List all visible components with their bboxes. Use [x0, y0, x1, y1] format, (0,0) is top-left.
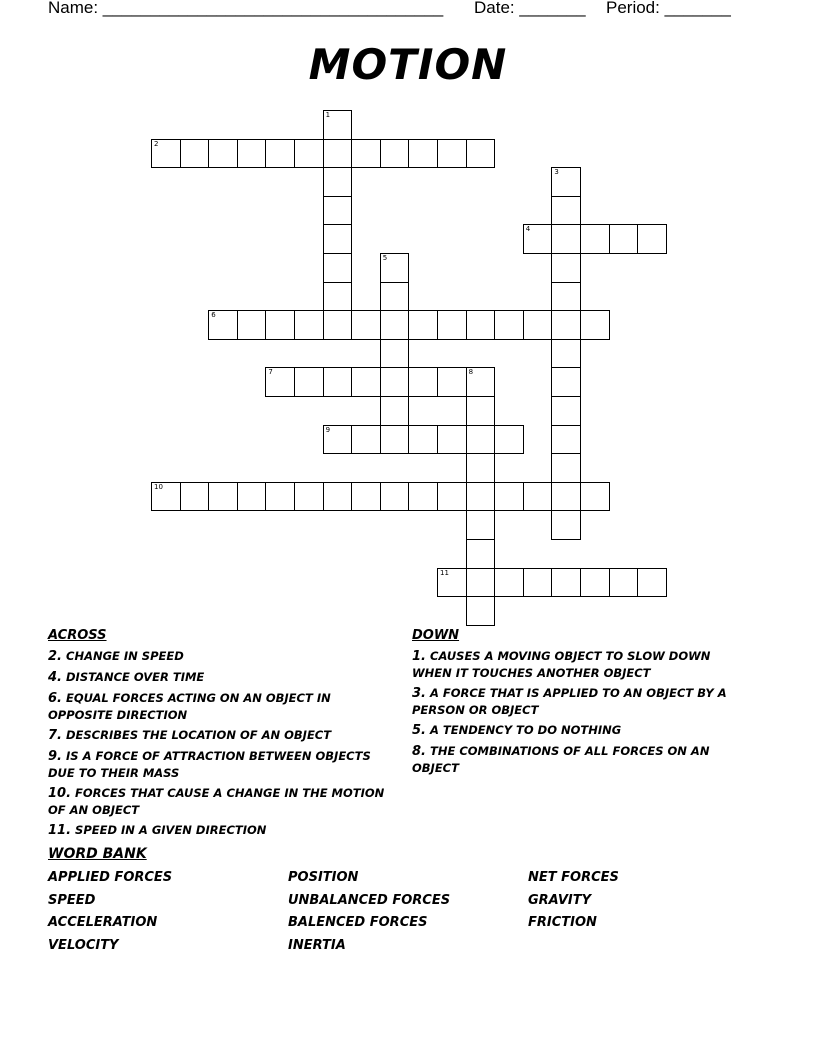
grid-cell[interactable] — [323, 367, 353, 397]
grid-cell[interactable] — [408, 425, 438, 455]
grid-cell[interactable] — [494, 425, 524, 455]
period-field[interactable]: Period: _______ — [606, 0, 731, 17]
grid-cell[interactable] — [294, 310, 324, 340]
grid-cell[interactable] — [351, 482, 381, 512]
grid-cell[interactable] — [237, 482, 267, 512]
grid-cell[interactable] — [466, 539, 496, 569]
grid-cell[interactable] — [380, 139, 410, 169]
grid-cell[interactable] — [551, 568, 581, 598]
across-clue: 10. FORCES THAT CAUSE A CHANGE IN THE MOTION OF AN OBJECT — [48, 786, 385, 817]
grid-cell[interactable] — [180, 482, 210, 512]
grid-cell[interactable] — [294, 482, 324, 512]
grid-cell[interactable] — [351, 139, 381, 169]
grid-cell[interactable] — [551, 510, 581, 540]
grid-cell[interactable] — [466, 453, 496, 483]
grid-cell[interactable] — [380, 310, 410, 340]
grid-cell[interactable] — [294, 367, 324, 397]
grid-cell[interactable] — [323, 253, 353, 283]
down-clues — [412, 628, 752, 780]
grid-cell[interactable] — [551, 224, 581, 254]
word-bank-item: VELOCITY — [48, 938, 119, 953]
grid-cell[interactable] — [237, 139, 267, 169]
grid-cell[interactable] — [208, 310, 238, 340]
word-bank-item: BALENCED FORCES — [288, 915, 428, 930]
across-heading: ACROSS — [48, 628, 107, 643]
grid-cell[interactable] — [408, 482, 438, 512]
across-clue: 2. CHANGE IN SPEED — [48, 649, 184, 664]
word-bank-item: ACCELERATION — [48, 915, 158, 930]
grid-cell[interactable] — [380, 367, 410, 397]
grid-cell[interactable] — [551, 482, 581, 512]
grid-cell[interactable] — [580, 482, 610, 512]
grid-cell[interactable] — [380, 282, 410, 312]
across-clue: 11. SPEED IN A GIVEN DIRECTION — [48, 823, 267, 838]
grid-cell[interactable] — [609, 224, 639, 254]
grid-cell[interactable] — [580, 568, 610, 598]
grid-cell[interactable] — [551, 253, 581, 283]
grid-cell[interactable] — [466, 568, 496, 598]
grid-cell[interactable] — [265, 482, 295, 512]
clue-number: 1 — [325, 111, 331, 119]
grid-cell[interactable] — [408, 310, 438, 340]
word-bank-item: INERTIA — [288, 938, 346, 953]
grid-cell[interactable] — [466, 367, 496, 397]
grid-cell[interactable] — [151, 139, 181, 169]
clue-number: 11 — [440, 568, 449, 577]
grid-cell[interactable] — [551, 310, 581, 340]
grid-cell[interactable] — [637, 224, 667, 254]
grid-cell[interactable] — [466, 139, 496, 169]
across-clue: 4. DISTANCE OVER TIME — [48, 670, 205, 685]
grid-cell[interactable] — [523, 310, 553, 340]
grid-cell[interactable] — [494, 482, 524, 512]
grid-cell[interactable] — [437, 425, 467, 455]
grid-cell[interactable] — [580, 310, 610, 340]
grid-cell[interactable] — [609, 568, 639, 598]
word-bank-item: FRICTION — [528, 915, 597, 930]
grid-cell[interactable] — [265, 139, 295, 169]
grid-cell[interactable] — [323, 425, 353, 455]
clue-number: 4 — [525, 225, 531, 234]
grid-cell[interactable] — [351, 425, 381, 455]
grid-cell[interactable] — [551, 167, 581, 197]
clue-number: 9 — [325, 425, 331, 434]
grid-cell[interactable] — [437, 568, 467, 598]
clue-number: 5 — [382, 254, 388, 262]
across-clue: 7. DESCRIBES THE LOCATION OF AN OBJECT — [48, 728, 332, 743]
grid-cell[interactable] — [466, 596, 496, 626]
grid-cell[interactable] — [437, 310, 467, 340]
grid-cell[interactable] — [237, 310, 267, 340]
clue-number: 2 — [154, 139, 159, 148]
grid-cell[interactable] — [323, 110, 353, 140]
grid-cell[interactable] — [323, 196, 353, 226]
grid-cell[interactable] — [637, 568, 667, 598]
down-clue: 8. THE COMBINATIONS OF ALL FORCES ON AN OBJECT — [412, 744, 710, 775]
grid-cell[interactable] — [351, 310, 381, 340]
word-bank-item: SPEED — [48, 893, 96, 908]
grid-cell[interactable] — [380, 339, 410, 369]
grid-cell[interactable] — [408, 139, 438, 169]
name-field[interactable]: Name: ____________________________________ — [48, 0, 444, 17]
grid-cell[interactable] — [551, 282, 581, 312]
grid-cell[interactable] — [551, 425, 581, 455]
grid-cell[interactable] — [265, 367, 295, 397]
grid-cell[interactable] — [437, 367, 467, 397]
grid-cell[interactable] — [323, 282, 353, 312]
word-bank-item: UNBALANCED FORCES — [288, 893, 451, 908]
grid-cell[interactable] — [523, 224, 553, 254]
clue-number: 3 — [554, 168, 559, 177]
grid-cell[interactable] — [323, 224, 353, 254]
across-clue: 9. IS A FORCE OF ATTRACTION BETWEEN OBJECTS DUE TO THEIR MASS — [48, 749, 371, 780]
grid-cell[interactable] — [151, 482, 181, 512]
grid-cell[interactable] — [408, 367, 438, 397]
grid-cell[interactable] — [580, 224, 610, 254]
grid-cell[interactable] — [351, 367, 381, 397]
grid-cell[interactable] — [494, 310, 524, 340]
grid-cell[interactable] — [323, 167, 353, 197]
clue-number: 10 — [154, 482, 163, 491]
word-bank-item: POSITION — [288, 870, 359, 885]
grid-cell[interactable] — [523, 482, 553, 512]
word-bank-item: APPLIED FORCES — [48, 870, 173, 885]
grid-cell[interactable] — [523, 568, 553, 598]
grid-cell[interactable] — [494, 568, 524, 598]
word-bank-heading: WORD BANK — [48, 846, 147, 862]
grid-cell[interactable] — [551, 453, 581, 483]
grid-cell[interactable] — [466, 396, 496, 426]
grid-cell[interactable] — [180, 139, 210, 169]
grid-cell[interactable] — [208, 139, 238, 169]
grid-cell[interactable] — [323, 482, 353, 512]
grid-cell[interactable] — [551, 339, 581, 369]
grid-cell[interactable] — [294, 139, 324, 169]
across-clue: 6. EQUAL FORCES ACTING ON AN OBJECT IN OPPOSITE DIRECTION — [48, 691, 331, 722]
grid-cell[interactable] — [265, 310, 295, 340]
grid-cell[interactable] — [380, 253, 410, 283]
word-bank-item: NET FORCES — [528, 870, 619, 885]
grid-cell[interactable] — [551, 196, 581, 226]
clue-number: 6 — [211, 311, 216, 320]
grid-cell[interactable] — [466, 510, 496, 540]
grid-cell[interactable] — [437, 139, 467, 169]
clue-number: 8 — [468, 368, 474, 377]
grid-cell[interactable] — [380, 396, 410, 426]
down-clue: 5. A TENDENCY TO DO NOTHING — [412, 723, 622, 738]
grid-cell[interactable] — [551, 367, 581, 397]
date-field[interactable]: Date: _______ — [474, 0, 586, 17]
grid-cell[interactable] — [323, 139, 353, 169]
grid-cell[interactable] — [437, 482, 467, 512]
down-clue: 3. A FORCE THAT IS APPLIED TO AN OBJECT BY A PERSON OR OBJECT — [412, 686, 727, 717]
grid-cell[interactable] — [466, 310, 496, 340]
page-title: MOTION — [308, 40, 508, 89]
grid-cell[interactable] — [380, 425, 410, 455]
grid-cell[interactable] — [323, 310, 353, 340]
grid-cell[interactable] — [208, 482, 238, 512]
grid-cell[interactable] — [466, 425, 496, 455]
clue-number: 7 — [268, 368, 273, 377]
word-bank-item: GRAVITY — [528, 893, 592, 908]
grid-cell[interactable] — [380, 482, 410, 512]
grid-cell[interactable] — [551, 396, 581, 426]
across-clues — [48, 628, 388, 843]
down-clue: 1. CAUSES A MOVING OBJECT TO SLOW DOWN WHEN IT TOUCHES ANOTHER OBJECT — [412, 649, 711, 680]
grid-cell[interactable] — [466, 482, 496, 512]
down-heading: DOWN — [412, 628, 460, 643]
